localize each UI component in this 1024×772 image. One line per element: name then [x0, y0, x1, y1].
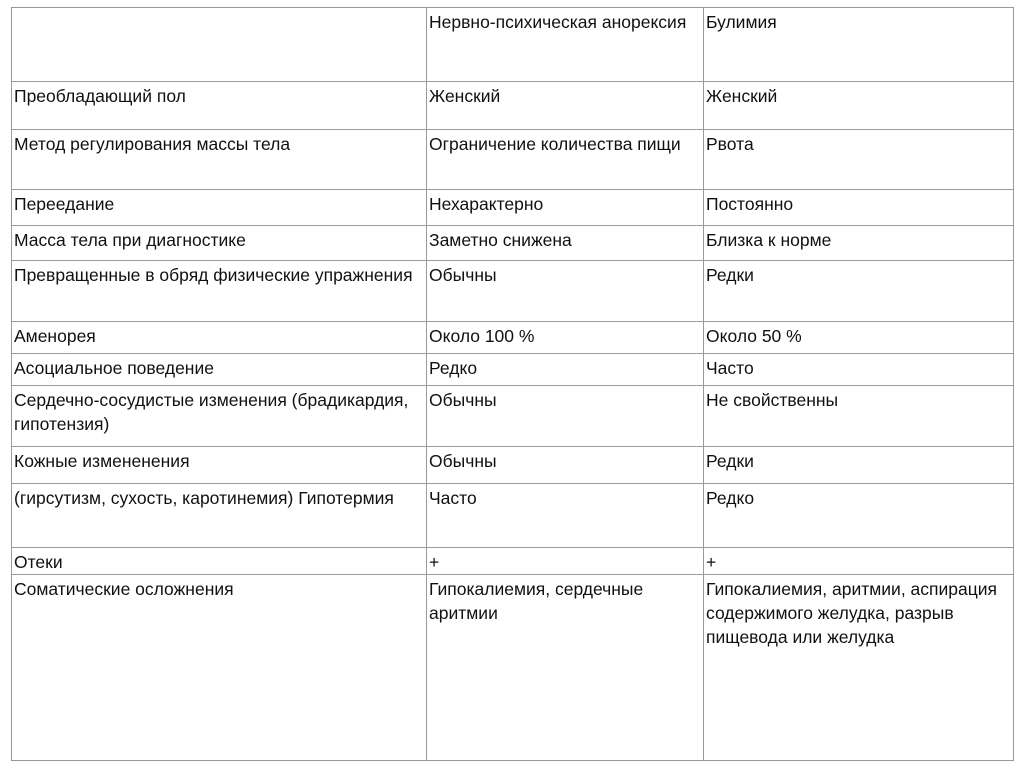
row-label: Асоциальное поведение: [12, 354, 427, 386]
table-row: [12, 261, 1014, 322]
bulimia-value: Редко: [704, 484, 1014, 548]
table-row: [12, 548, 1014, 575]
table-row: [12, 447, 1014, 484]
bulimia-value: Рвота: [704, 130, 1014, 190]
row-label: Превращенные в обряд физические упражнения: [12, 261, 427, 322]
bulimia-value: Часто: [704, 354, 1014, 386]
header-cell-bulimia: Булимия: [704, 8, 1014, 82]
anorexia-value: Обычны: [427, 447, 704, 484]
bulimia-value: Женский: [704, 82, 1014, 130]
comparison-table: [11, 7, 1014, 761]
bulimia-value: Постоянно: [704, 190, 1014, 226]
table-row: [12, 386, 1014, 447]
table-row: [12, 130, 1014, 190]
header-cell-empty: [12, 8, 427, 82]
row-label: Переедание: [12, 190, 427, 226]
anorexia-value: Заметно снижена: [427, 226, 704, 261]
bulimia-value: Гипокалиемия, аритмии, аспирация содержимого желудка, разрыв пищевода или желудка: [704, 575, 1014, 761]
row-label: Соматические осложнения: [12, 575, 427, 761]
bulimia-value: Редки: [704, 447, 1014, 484]
anorexia-value: Около 100 %: [427, 322, 704, 354]
anorexia-value: Женский: [427, 82, 704, 130]
table-row: [12, 322, 1014, 354]
anorexia-value: Редко: [427, 354, 704, 386]
bulimia-value: Близка к норме: [704, 226, 1014, 261]
bulimia-value: +: [704, 548, 1014, 575]
row-label: (гирсутизм, сухость, каротинемия) Гипотермия: [12, 484, 427, 548]
header-cell-anorexia: Нервно-психическая анорексия: [427, 8, 704, 82]
table-row: [12, 190, 1014, 226]
row-label: Преобладающий пол: [12, 82, 427, 130]
row-label: Аменорея: [12, 322, 427, 354]
row-label: Кожные измененения: [12, 447, 427, 484]
bulimia-value: Редки: [704, 261, 1014, 322]
table-row: [12, 575, 1014, 761]
row-label: Масса тела при диагностике: [12, 226, 427, 261]
anorexia-value: Обычны: [427, 261, 704, 322]
anorexia-value: Обычны: [427, 386, 704, 447]
table-row: [12, 82, 1014, 130]
bulimia-value: Около 50 %: [704, 322, 1014, 354]
table-row: [12, 354, 1014, 386]
anorexia-value: Часто: [427, 484, 704, 548]
row-label: Отеки: [12, 548, 427, 575]
anorexia-value: Гипокалиемия, сердечные аритмии: [427, 575, 704, 761]
anorexia-value: Нехарактерно: [427, 190, 704, 226]
table-header-row: [12, 8, 1014, 82]
row-label: Метод регулирования массы тела: [12, 130, 427, 190]
row-label: Сердечно-сосудистые изменения (брадикардия, гипотензия): [12, 386, 427, 447]
anorexia-value: Ограничение количества пищи: [427, 130, 704, 190]
bulimia-value: Не свойственны: [704, 386, 1014, 447]
table-row: [12, 226, 1014, 261]
table-row: [12, 484, 1014, 548]
anorexia-value: +: [427, 548, 704, 575]
